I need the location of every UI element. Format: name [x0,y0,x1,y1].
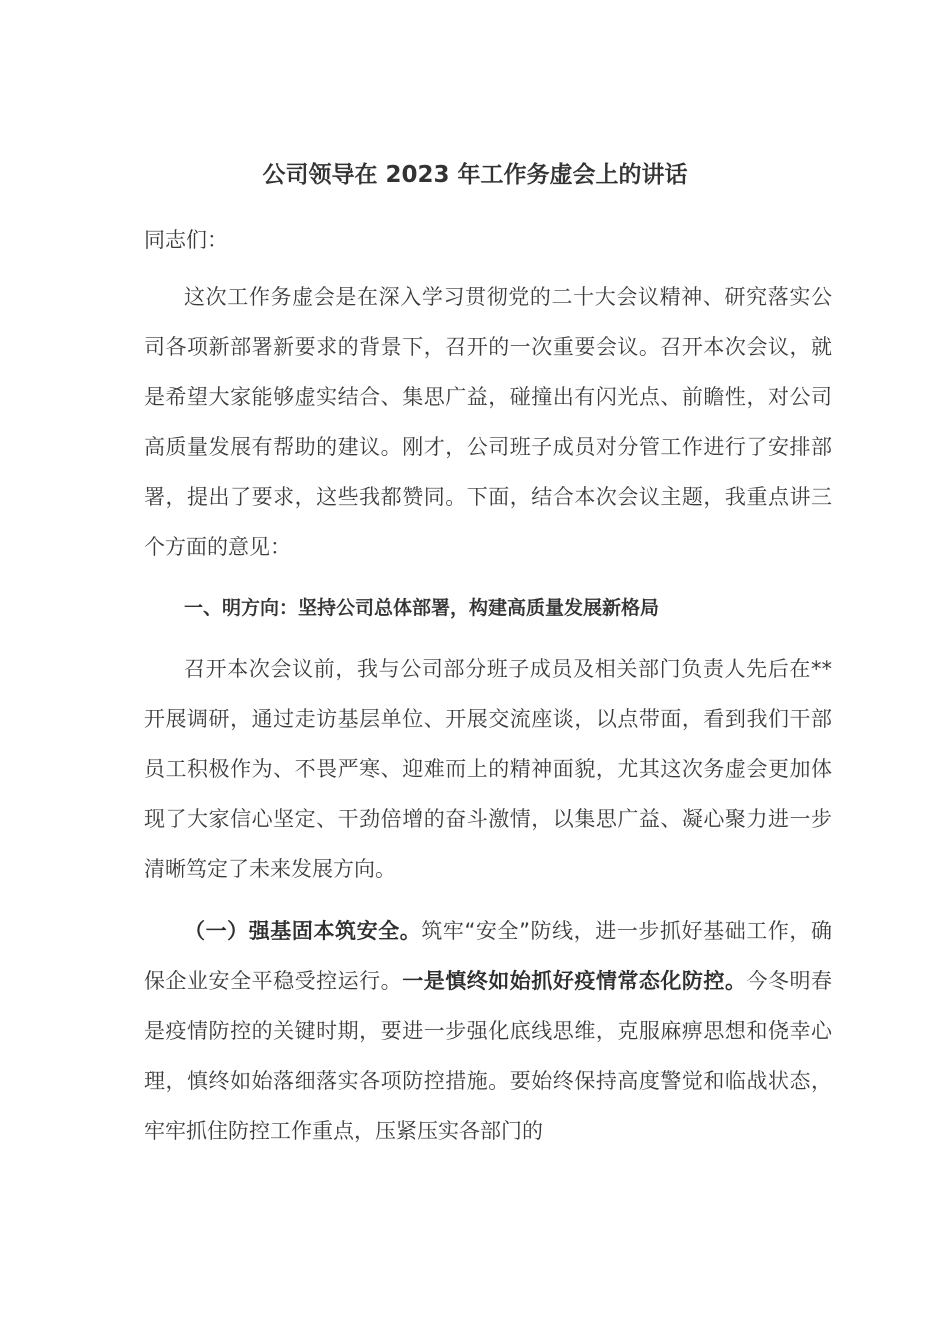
paragraph-safety [144,906,832,1156]
paragraph-text: 今冬明春是疫情防控的关键时期，要进一步强化底线思维，克服麻痹思想和侥幸心理，慎终如始落细落实各项防控措施。要始终保持高度警觉和临战状态，牢牢抓住防控工作重点，压紧压实各部门的 [144,969,833,1143]
greeting: 同志们： [144,228,228,252]
paragraph-text: 筑牢“安全”防线，进一步抓好基础工作，确保企业安全平稳受控运行。 [144,919,833,993]
section-heading: 一、明方向：坚持公司总体部署，构建高质量发展新格局 [184,597,660,619]
subsection-heading: （一）强基固本筑安全。 [184,919,422,943]
paragraph-intro: 这次工作务虚会是在深入学习贯彻党的二十大会议精神、研究落实公司各项新部署新要求的背景下，召开的一次重要会议。召开本次会议，就是希望大家能够虚实结合、集思广益，碰撞出有闪光点、前瞻性，对公司高质量发展有帮助的建议。刚才，公司班子成员对分管工作进行了安排部署，提出了要求，这些我都赞同。下面，结合本次会议主题，我重点讲三个方面的意见： [144,285,832,559]
paragraph-research: 召开本次会议前，我与公司部分班子成员及相关部门负责人先后在**开展调研，通过走访基层单位、开展交流座谈，以点带面，看到我们干部员工积极作为、不畏严寒、迎难而上的精神面貌，尤其这次务虚会更加体现了大家信心坚定、干劲倍增的奋斗激情，以集思广益、凝心聚力进一步清晰笃定了未来发展方向。 [144,657,832,881]
document-title: 公司领导在 2023 年工作务虚会上的讲话 [262,162,688,188]
point-heading: 一是慎终如始抓好疫情常态化防控。 [402,969,747,993]
